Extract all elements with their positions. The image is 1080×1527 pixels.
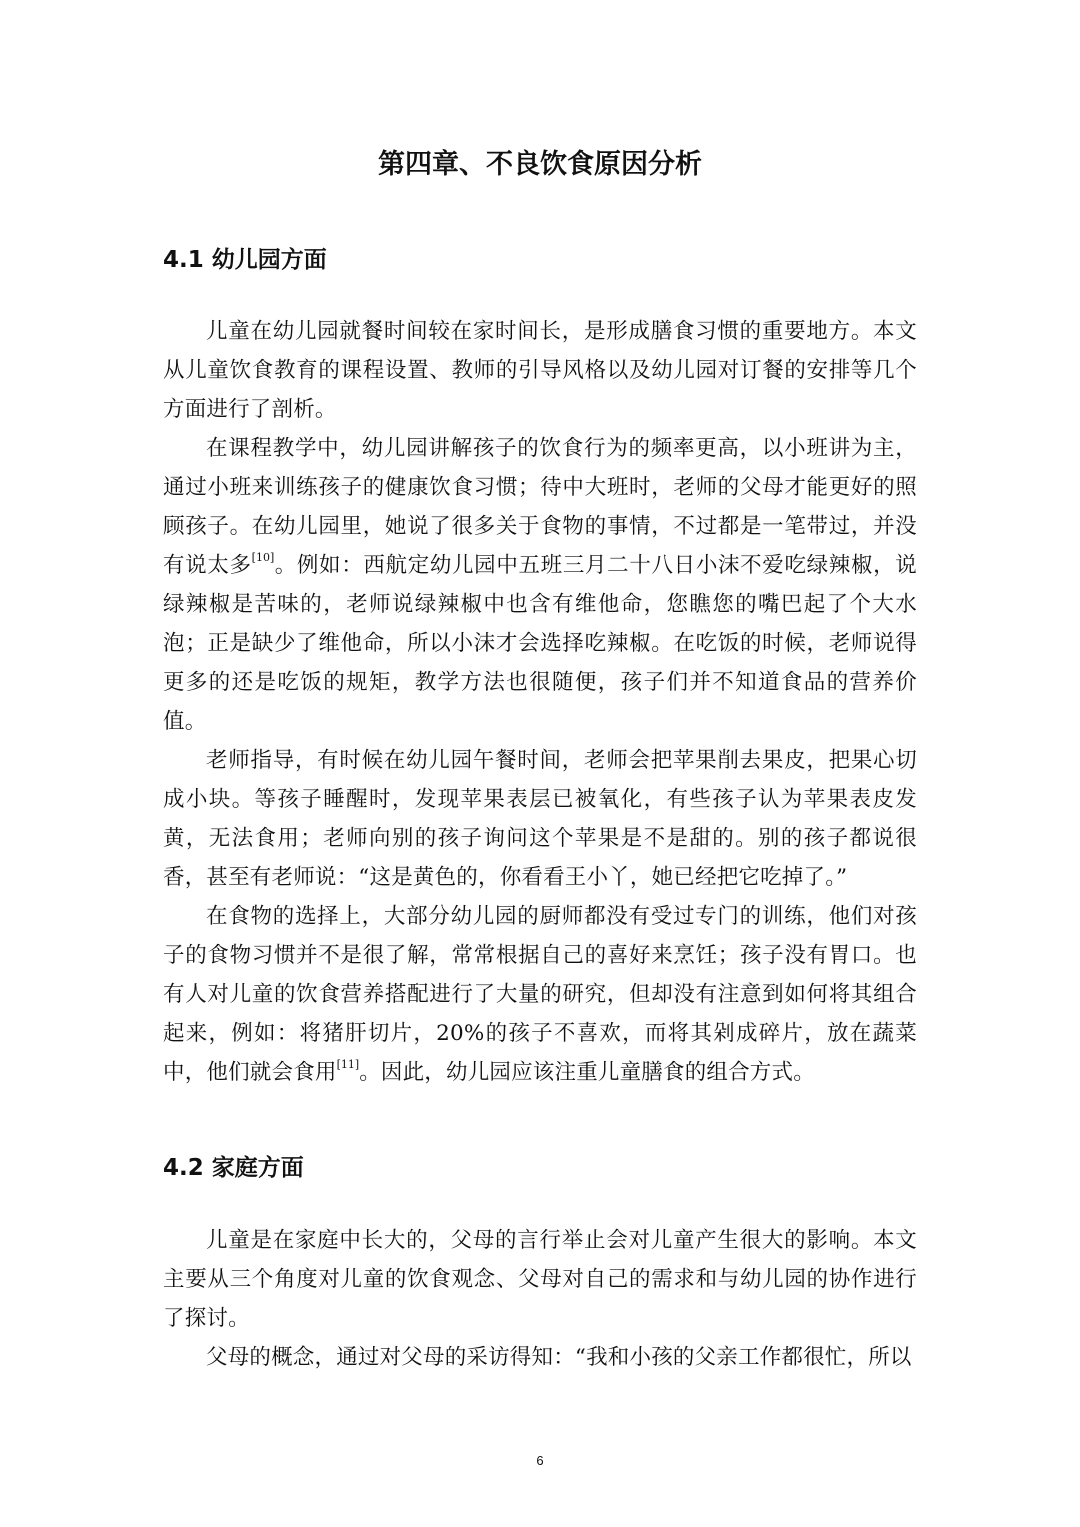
paragraph-text: 在课程教学中，幼儿园讲解孩子的饮食行为的频率更高，以小班讲为主，通过小班来训练孩子的健康饮食习惯；待中大班时，老师的父母才能更好的照顾孩子。在幼儿园里，她说了很多关于食物的事情，不过都是一笔带过，并没有说太多 (163, 436, 917, 578)
section-number: 4.2 (163, 1155, 204, 1181)
section-heading-4-1 (163, 242, 327, 278)
page-number: 6 (536, 1453, 544, 1468)
body-paragraph (163, 1338, 917, 1377)
section-number: 4.1 (163, 247, 204, 273)
section-title: 家庭方面 (211, 1155, 304, 1181)
body-paragraph (163, 429, 917, 741)
body-paragraph (163, 1221, 917, 1338)
section-4-1-body (163, 312, 917, 1092)
body-paragraph (163, 741, 917, 897)
paragraph-text: 父母的概念，通过对父母的采访得知：“我和小孩的父亲工作都很忙，所以 (206, 1345, 912, 1370)
paragraph-text: 儿童在幼儿园就餐时间较在家时间长，是形成膳食习惯的重要地方。本文从儿童饮食教育的课程设置、教师的引导风格以及幼儿园对订餐的安排等几个方面进行了剖析。 (163, 319, 917, 422)
body-paragraph (163, 312, 917, 429)
paragraph-text: 儿童是在家庭中长大的，父母的言行举止会对儿童产生很大的影响。本文主要从三个角度对儿童的饮食观念、父母对自己的需求和与幼儿园的协作进行了探讨。 (163, 1228, 917, 1331)
section-heading-4-2 (163, 1150, 304, 1186)
paragraph-text: 在食物的选择上，大部分幼儿园的厨师都没有受过专门的训练，他们对孩子的食物习惯并不是很了解，常常根据自己的喜好来烹饪；孩子没有胃口。也有人对儿童的饮食营养搭配进行了大量的研究，但却没有注意到如何将其组合起来，例如：将猪肝切片，20%的孩子不喜欢，而将其剁成碎片，放在蔬菜中，他们就会食用 (163, 904, 917, 1085)
paragraph-text: 。例如：西航定幼儿园中五班三月二十八日小沫不爱吃绿辣椒，说绿辣椒是苦味的，老师说绿辣椒中也含有维他命，您瞧您的嘴巴起了个大水泡；正是缺少了维他命，所以小沫才会选择吃辣椒。在吃饭的时候，老师说得更多的还是吃饭的规矩，教学方法也很随便，孩子们并不知道食品的营养价值。 (163, 553, 917, 734)
paragraph-text: 。因此，幼儿园应该注重儿童膳食的组合方式。 (359, 1060, 815, 1085)
paragraph-text: 老师指导，有时候在幼儿园午餐时间，老师会把苹果削去果皮，把果心切成小块。等孩子睡醒时，发现苹果表层已被氧化，有些孩子认为苹果表皮发黄，无法食用；老师向别的孩子询问这个苹果是不是甜的。别的孩子都说很香，甚至有老师说：“这是黄色的，你看看王小丫，她已经把它吃掉了。” (163, 748, 917, 890)
citation-reference: [10] (251, 551, 275, 564)
section-4-2-body (163, 1221, 917, 1377)
citation-reference: [11] (336, 1058, 360, 1071)
section-title: 幼儿园方面 (211, 247, 327, 273)
chapter-title: 第四章、不良饮食原因分析 (378, 149, 702, 180)
body-paragraph (163, 897, 917, 1092)
